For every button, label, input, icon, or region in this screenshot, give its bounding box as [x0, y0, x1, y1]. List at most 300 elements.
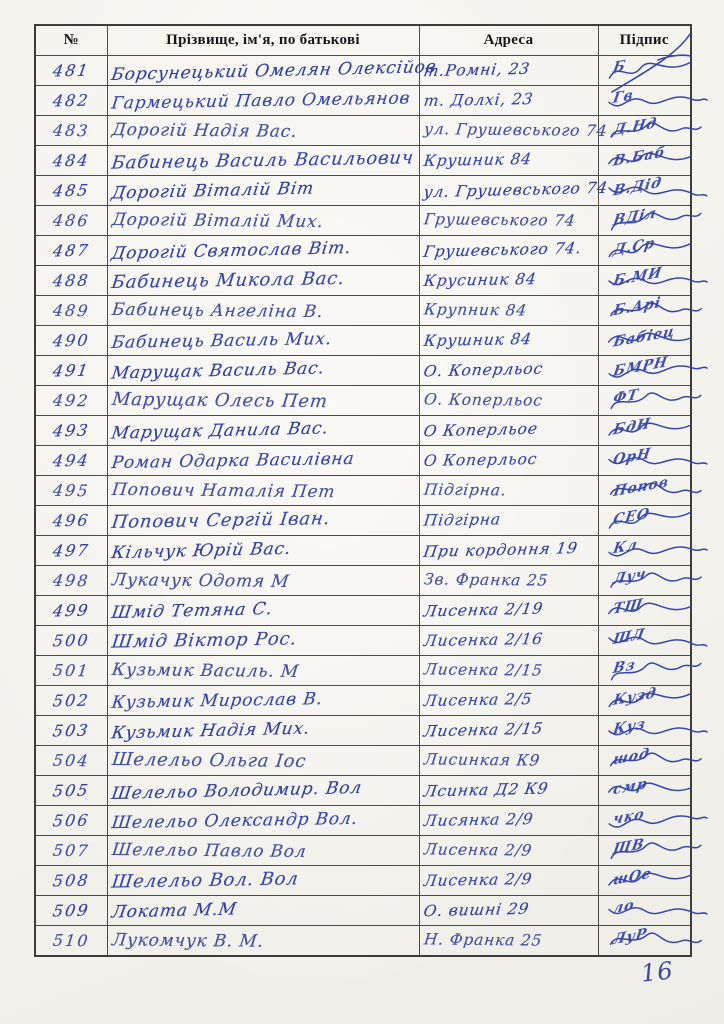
address: Крушник 84: [422, 150, 533, 170]
signature-table: [34, 24, 692, 957]
address-cell: [419, 716, 598, 746]
signature-cell: [598, 236, 691, 266]
signature-cell: [598, 296, 691, 326]
address-cell: [419, 386, 598, 416]
address-cell: [419, 926, 598, 957]
full-name-cell: [107, 356, 419, 386]
signature-cell: [598, 56, 691, 86]
table-row: [35, 446, 691, 476]
address: О. Коперльос: [421, 359, 544, 381]
row-number: 501: [51, 660, 91, 680]
header-num: №: [35, 25, 107, 56]
row-number: 496: [51, 510, 91, 530]
signature: [603, 626, 687, 655]
signature-initials: Д.Нд: [611, 114, 658, 140]
address-cell: [419, 656, 598, 686]
full-name: Кільчук Юрій Вас.: [109, 538, 293, 563]
table-row: [35, 836, 691, 866]
table-row: [35, 626, 691, 656]
signature-cell: [598, 473, 691, 506]
full-name: Бабинець Ангеліна В.: [110, 299, 324, 322]
address-cell: [419, 56, 598, 86]
full-name-cell: [107, 686, 419, 716]
row-number-cell: [35, 296, 107, 326]
table-row: [35, 716, 691, 746]
address: Лисенка 2/9: [422, 870, 533, 890]
full-name: Дорогій Віталій Віт: [109, 178, 316, 203]
signature-initials: Б.МИ: [611, 264, 664, 290]
full-name: Шелельо Вол. Вол: [109, 868, 300, 893]
table-row: [35, 806, 691, 836]
signature: [603, 596, 687, 625]
signature-initials: Б.Арі: [611, 294, 662, 320]
address: Лисенка 2/9: [422, 840, 533, 860]
row-number: 504: [51, 750, 91, 770]
full-name: Гармецький Павло Омельянов: [109, 87, 411, 114]
signature: [603, 323, 687, 355]
table-row: [35, 266, 691, 296]
full-name: Лукомчук В. М.: [110, 929, 265, 952]
address: О Коперльос: [422, 450, 538, 470]
address: При кордоння 19: [421, 539, 579, 561]
signature-initials: Кл: [611, 536, 639, 558]
address-cell: [419, 806, 598, 836]
address-cell: [419, 776, 598, 806]
row-number: 481: [51, 60, 92, 80]
address-cell: [419, 626, 598, 656]
signature-cell: [598, 86, 691, 116]
signature-initials: Б: [611, 57, 627, 77]
address: Н. Франка 25: [422, 930, 543, 950]
address-cell: [419, 326, 598, 356]
signature: [603, 86, 687, 115]
address: О. вишні 29: [421, 899, 530, 921]
row-number-cell: [35, 866, 107, 896]
signature: [603, 296, 687, 325]
signature-cell: [598, 323, 691, 356]
full-name-cell: [107, 746, 419, 776]
row-number: 492: [51, 390, 91, 410]
address: Крусиник 84: [422, 270, 538, 290]
address-cell: [419, 416, 598, 446]
signature-cell: [598, 716, 691, 746]
signature-cell: [598, 866, 691, 896]
row-number: 483: [51, 120, 91, 140]
address: Лисянка 2/9: [422, 810, 534, 830]
address-cell: [419, 866, 598, 896]
signature: [603, 56, 687, 85]
full-name-cell: [107, 596, 419, 626]
address-cell: [419, 236, 598, 266]
signature: [603, 353, 687, 385]
full-name-cell: [107, 326, 419, 356]
signature-initials: шОе: [611, 865, 653, 889]
full-name: Дорогій Віталій Мих.: [110, 209, 325, 232]
signature-cell: [598, 116, 691, 146]
signature-cell: [598, 566, 691, 596]
table-row: [35, 686, 691, 716]
row-number: 498: [51, 570, 91, 590]
signature-cell: [598, 926, 691, 957]
address-cell: [419, 476, 598, 506]
address: Грушевського 74.: [421, 239, 583, 261]
signature-initials: БдН: [611, 415, 652, 439]
table-row: [35, 206, 691, 236]
row-number-cell: [35, 536, 107, 566]
row-number: 485: [51, 180, 92, 200]
address-cell: [419, 86, 598, 116]
row-number: 506: [51, 810, 91, 830]
row-number-cell: [35, 656, 107, 686]
row-number: 505: [51, 780, 92, 800]
full-name-cell: [107, 116, 419, 146]
full-name-cell: [107, 266, 419, 296]
signature: [603, 506, 687, 535]
row-number-cell: [35, 836, 107, 866]
full-name: Попович Сергій Іван.: [109, 508, 332, 533]
full-name: Марущак Василь Вас.: [109, 357, 326, 384]
signature: [603, 386, 687, 415]
address: Крушник 84: [422, 330, 533, 350]
row-number-cell: [35, 116, 107, 146]
address-cell: [419, 836, 598, 866]
full-name-cell: [107, 566, 419, 596]
table-row: [35, 296, 691, 326]
full-name: Шелельо Ольга Іос: [110, 748, 307, 773]
signature: [603, 926, 687, 955]
row-number-cell: [35, 686, 107, 716]
address: Лисенка 2/16: [422, 629, 544, 651]
signature-cell: [598, 146, 691, 176]
signature-cell: [598, 656, 691, 686]
row-number-cell: [35, 806, 107, 836]
row-number-cell: [35, 896, 107, 926]
table-row: [35, 776, 691, 806]
address-cell: [419, 506, 598, 536]
row-number-cell: [35, 446, 107, 476]
full-name: Шмід Тетяна С.: [109, 598, 274, 623]
row-number: 499: [51, 600, 92, 620]
signature-initials: Луч: [611, 565, 648, 589]
signature-initials: Кузд: [611, 684, 658, 710]
full-name-cell: [107, 386, 419, 416]
signature-cell: [598, 806, 691, 836]
address: Зв. Франка 25: [422, 570, 549, 590]
signature: [603, 416, 687, 445]
signature-initials: смр: [611, 775, 649, 799]
row-number-cell: [35, 716, 107, 746]
signature-cell: [598, 746, 691, 776]
full-name-cell: [107, 926, 419, 957]
signature: [603, 866, 687, 895]
address-cell: [419, 566, 598, 596]
header-name: Прізвище, ім'я, по батькові: [107, 25, 419, 56]
row-number-cell: [35, 266, 107, 296]
signature-cell: [598, 353, 691, 386]
row-number: 508: [51, 870, 91, 890]
signature: [603, 656, 687, 685]
address-cell: [419, 536, 598, 566]
signature-cell: [598, 416, 691, 446]
full-name: Попович Наталія Пет: [110, 479, 336, 502]
table-row: [35, 506, 691, 536]
full-name: Шмід Віктор Рос.: [109, 628, 298, 653]
full-name: Локата М.М: [109, 898, 238, 923]
full-name-cell: [107, 206, 419, 236]
row-number-cell: [35, 776, 107, 806]
address: Лисенка 2/15: [422, 660, 544, 680]
signature-initials: ВДіл: [611, 204, 658, 230]
address: О. Коперльос: [422, 390, 544, 410]
full-name-cell: [107, 716, 419, 746]
full-name: Шелельо Павло Вол: [110, 839, 308, 862]
table-row: [35, 416, 691, 446]
full-name: Шелельо Володимир. Вол: [109, 777, 363, 804]
address: Лсинка Д2 К9: [421, 779, 550, 801]
signature-initials: Вз: [611, 656, 637, 678]
full-name-cell: [107, 506, 419, 536]
table-row: [35, 896, 691, 926]
row-number: 503: [51, 720, 92, 740]
row-number-cell: [35, 206, 107, 236]
signature: [603, 146, 687, 175]
address: т. Долхі, 23: [422, 90, 534, 110]
address-cell: [419, 206, 598, 236]
row-number-cell: [35, 356, 107, 386]
signature-cell: [598, 776, 691, 806]
signature: [603, 116, 687, 145]
signature-cell: [598, 206, 691, 236]
address: ул. Грушевського 74: [421, 178, 609, 202]
row-number: 487: [51, 240, 92, 260]
full-name: Кузьмик Василь. М: [110, 659, 300, 682]
signature-initials: ШВ: [611, 835, 646, 859]
row-number-cell: [35, 476, 107, 506]
signature-initials: ТШ: [611, 595, 644, 619]
row-number: 493: [51, 420, 92, 440]
address-cell: [419, 746, 598, 776]
full-name-cell: [107, 866, 419, 896]
address: Підгірна: [422, 510, 502, 530]
address: Лисинкая К9: [422, 750, 541, 770]
signature: [603, 566, 687, 595]
row-number: 500: [51, 630, 91, 650]
table-row: [35, 926, 691, 957]
signature-initials: ло: [611, 896, 636, 918]
signature: [603, 686, 687, 715]
full-name-cell: [107, 536, 419, 566]
signature: [603, 896, 687, 925]
address: Лисенка 2/15: [421, 719, 544, 741]
signature-cell: [598, 686, 691, 716]
signature: [603, 206, 687, 235]
row-number-cell: [35, 86, 107, 116]
signature-initials: ФТ: [611, 386, 640, 408]
address-cell: [419, 596, 598, 626]
row-number: 488: [51, 270, 91, 290]
full-name: Марущак Данила Вас.: [109, 417, 330, 444]
full-name: Шелельо Олександр Вол.: [109, 808, 359, 833]
table-row: [35, 116, 691, 146]
full-name-cell: [107, 446, 419, 476]
table-row: [35, 236, 691, 266]
full-name: Марущак Олесь Пет: [110, 388, 329, 413]
full-name: Бабинець Микола Вас.: [109, 267, 346, 294]
address: Лисенка 2/19: [421, 599, 544, 621]
signature: [603, 836, 687, 865]
table-row: [35, 866, 691, 896]
row-number: 486: [51, 210, 91, 230]
row-number: 495: [51, 480, 91, 500]
full-name: Бабинець Василь Мих.: [110, 328, 333, 353]
row-number: 489: [51, 300, 91, 320]
address-cell: [419, 356, 598, 386]
row-number: 490: [51, 330, 91, 350]
address-cell: [419, 896, 598, 926]
signature-cell: [598, 596, 691, 626]
full-name: Кузьмик Мирослав В.: [110, 688, 324, 713]
signature-initials: СЕО: [611, 505, 651, 529]
table-row: [35, 536, 691, 566]
row-number-cell: [35, 596, 107, 626]
full-name-cell: [107, 896, 419, 926]
signature-cell: [598, 626, 691, 656]
address: ул. Грушевського 74: [422, 120, 608, 140]
address: т.Ромні, 23: [421, 59, 531, 81]
signature-initials: БМРН: [611, 353, 669, 381]
table-row: [35, 596, 691, 626]
table-row: [35, 86, 691, 116]
signature-initials: Куз: [611, 715, 647, 739]
signature-initials: Гв: [611, 86, 635, 108]
row-number: 507: [51, 840, 91, 860]
header-row: [35, 25, 691, 56]
full-name: Роман Одарка Василівна: [109, 448, 356, 473]
full-name-cell: [107, 86, 419, 116]
address: Лисенка 2/5: [422, 690, 533, 710]
full-name-cell: [107, 656, 419, 686]
address-cell: [419, 116, 608, 146]
full-name-cell: [107, 236, 419, 266]
full-name-cell: [107, 776, 419, 806]
address: Крупник 84: [422, 300, 528, 320]
full-name: Кузьмик Надія Мих.: [109, 718, 312, 743]
signature-cell: [598, 836, 691, 866]
table-row: [35, 476, 691, 506]
header-signature: Підпис: [598, 25, 691, 56]
signature-initials: В.Дід: [611, 174, 663, 200]
row-number: 494: [51, 450, 91, 470]
signature: [603, 716, 687, 745]
address-cell: [419, 266, 598, 296]
full-name-cell: [107, 836, 419, 866]
row-number: 510: [51, 930, 91, 950]
signature: [603, 266, 687, 295]
row-number-cell: [35, 146, 107, 176]
full-name: Дорогій Святослав Віт.: [109, 237, 353, 264]
full-name-cell: [107, 416, 419, 446]
signature-initials: Д.Ср: [611, 234, 656, 260]
row-number-cell: [35, 746, 107, 776]
table-row: [35, 176, 691, 206]
signature-initials: В.Баб: [611, 144, 667, 170]
table-row: [35, 146, 691, 176]
full-name-cell: [107, 296, 419, 326]
row-number-cell: [35, 56, 107, 86]
signature-cell: [598, 896, 691, 926]
signature: [603, 806, 687, 835]
address-cell: [419, 686, 598, 716]
signature-initials: шод: [611, 745, 651, 769]
signature-initials: ОрН: [611, 445, 652, 469]
signature-cell: [598, 176, 691, 206]
address: Підгірна.: [422, 480, 508, 500]
full-name-cell: [107, 476, 419, 506]
signature: [603, 176, 687, 205]
full-name-cell: [107, 626, 419, 656]
page-number: 16: [639, 956, 675, 988]
row-number: 509: [51, 900, 92, 920]
table-row: [35, 56, 691, 86]
row-number: 502: [51, 690, 91, 710]
signature-initials: Попов: [611, 473, 670, 501]
row-number: 497: [51, 540, 92, 560]
full-name: Дорогій Надія Вас.: [110, 119, 298, 142]
full-name-cell: [107, 806, 419, 836]
full-name: Лукачук Одотя М: [110, 569, 291, 592]
full-name-cell: [107, 176, 419, 206]
row-number-cell: [35, 326, 107, 356]
signature-cell: [598, 386, 691, 416]
signature-cell: [598, 506, 691, 536]
table-row: [35, 566, 691, 596]
full-name-cell: [107, 146, 419, 176]
full-name: Борсунецький Омелян Олексійов: [109, 56, 438, 85]
row-number-cell: [35, 566, 107, 596]
table-row: [35, 326, 691, 356]
signature: [603, 776, 687, 805]
full-name-cell: [107, 56, 438, 86]
row-number-cell: [35, 626, 107, 656]
table-row: [35, 356, 691, 386]
address: О Коперльое: [421, 419, 539, 441]
table-row: [35, 746, 691, 776]
address-cell: [419, 296, 598, 326]
row-number-cell: [35, 386, 107, 416]
row-number: 491: [51, 360, 92, 380]
header-address: Адреса: [419, 25, 598, 56]
row-number-cell: [35, 236, 107, 266]
address-cell: [419, 176, 609, 206]
signature: [603, 446, 687, 475]
signature-initials: Бабіец: [611, 323, 677, 351]
signature-cell: [598, 446, 691, 476]
row-number-cell: [35, 176, 107, 206]
full-name: Бабинець Василь Васильович: [109, 147, 415, 174]
address-cell: [419, 146, 598, 176]
row-number-cell: [35, 506, 107, 536]
table-row: [35, 386, 691, 416]
signature-cell: [598, 266, 691, 296]
row-number-cell: [35, 416, 107, 446]
signature: [603, 746, 687, 775]
signature-cell: [598, 536, 691, 566]
row-number: 484: [51, 150, 91, 170]
row-number-cell: [35, 926, 107, 957]
signature-initials: ШЛ: [611, 625, 646, 649]
signature: [603, 236, 687, 265]
row-number: 482: [51, 90, 91, 110]
